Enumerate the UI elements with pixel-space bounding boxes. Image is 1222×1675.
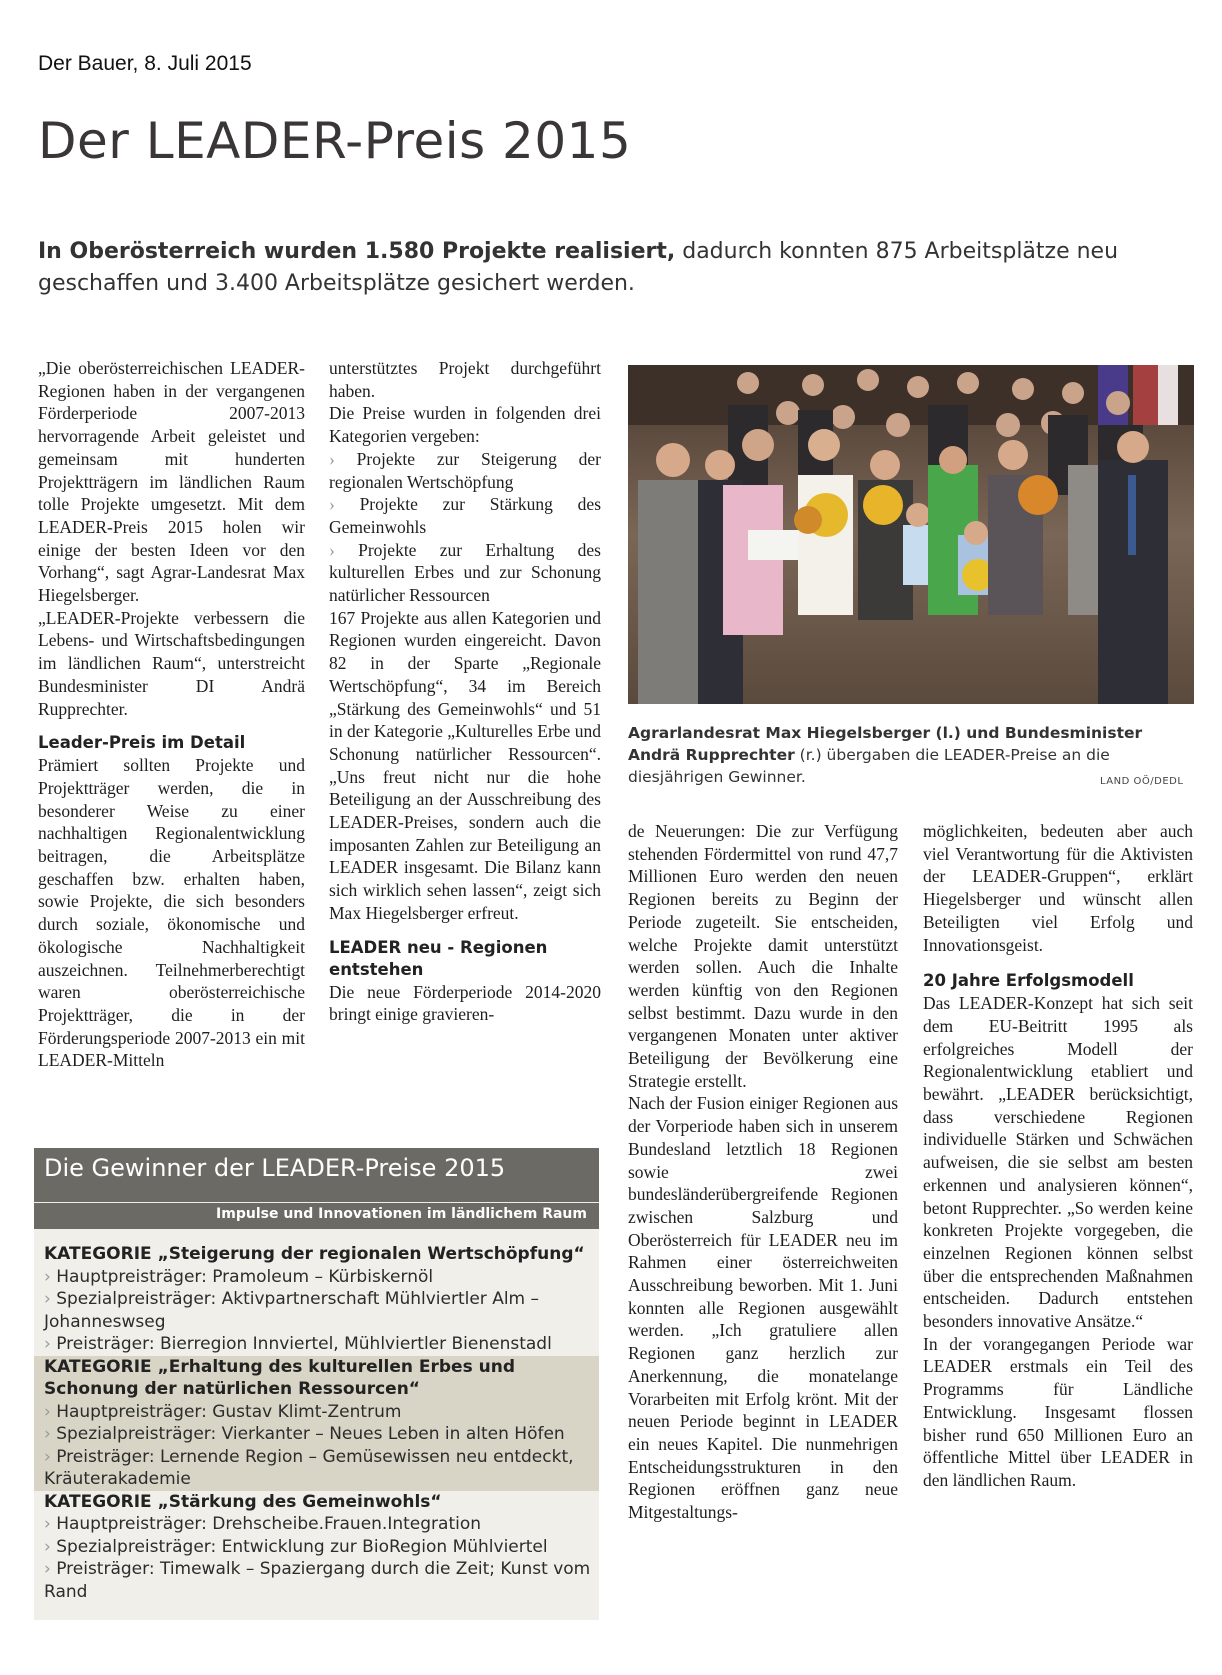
winners-box-subtitle: Impulse und Innovationen im ländlichem Raum bbox=[216, 1206, 587, 1222]
article-lead bbox=[38, 236, 1188, 300]
caption-rest: (r.) übergaben die LEADER-Preise an die diesjährigen Gewinner. bbox=[628, 746, 1110, 786]
winners-item: › Preisträger: Lernende Region – Gemüsewissen neu entdeckt, Kräuterakademie bbox=[44, 1446, 599, 1491]
col4-paragraph-3: In der vorangegangen Periode war LEADER erstmals ein Teil des Programms für Ländliche Entwicklung. Insgesamt flossen bisher rund 650 Millionen Euro an öffentliche Mittel über LEADER in den ländlichen Raum. bbox=[923, 1333, 1193, 1490]
winners-box-title: Die Gewinner der LEADER-Preise 2015 bbox=[44, 1154, 506, 1182]
winners-category-1: KATEGORIE „Steigerung der regionalen Wertschöpfung“ bbox=[44, 1244, 585, 1264]
column-3 bbox=[628, 820, 898, 1524]
col1-paragraph-1: „Die oberösterreichischen LEADER-Regionen haben in der vergangenen Förderperiode 2007-2013 hervorragende Arbeit geleistet und gemeinsam mit hunderten Projektträgern im ländlichen Raum tolle Projekte umgesetzt. Mit dem LEADER-Preis 2015 holen wir einige der besten Ideen vor den Vorhang“, sagt Agrar-Landesrat Max Hiegelsberger. bbox=[38, 358, 305, 606]
caption-bold: Agrarlandesrat Max Hiegelsberger (l.) und Bundesminister Andrä Rupprechter bbox=[628, 724, 1143, 764]
col4-paragraph-1: möglichkeiten, bedeuten aber auch viel Verantwortung für die Aktivisten der LEADER-Gruppen“, erklärt Hiegelsberger und wünscht allen Beteiligten viel Erfolg und Innovationsgeist. bbox=[923, 821, 1193, 955]
col3-paragraph-1: de Neuerungen: Die zur Verfügung stehenden Fördermittel von rund 47,7 Millionen Euro werden den neuen Regionen bereits zu Beginn der Periode zugeteilt. Sie entscheiden, welche Projekte damit unterstützt werden sollen. Auch die Inhalte werden künftig von den Regionen selbst bestimmt. Dazu wurde in den vergangenen Monaten unter aktiver Beteiligung der Bevölkerung eine Strategie erstellt. bbox=[628, 821, 898, 1091]
col2-paragraph-1: unterstütztes Projekt durchgeführt haben. bbox=[329, 358, 601, 401]
award-group-photo bbox=[628, 365, 1194, 704]
winners-item: › Preisträger: Bierregion Innviertel, Mühlviertler Bienenstadl bbox=[44, 1333, 594, 1356]
col2-paragraph-4: Die neue Förderperiode 2014-2020 bringt einige gravieren- bbox=[329, 981, 601, 1025]
column-4 bbox=[923, 820, 1193, 1492]
source-line: Der Bauer, 8. Juli 2015 bbox=[38, 52, 252, 75]
col3-paragraph-2: Nach der Fusion einiger Regionen aus der Vorperiode haben sich in unserem Bundesland letztlich 18 Regionen sowie zwei bundesländerübergreifende Regionen zwischen Salzburg und Oberösterreich für LEADER neu im Rahmen einer österreichweiten Ausschreibung beworben. Mit 1. Juni konnten alle Regionen ausgewählt werden. „Ich gratuliere allen Regionen ganz herzlich zur Anerkennung, die monatelange Vorarbeiten mit Erfolg krönt. Mit der neuen Periode beginnt in LEADER ein neues Kapitel. Die nunmehrigen Entscheidungsstrukturen in den Regionen eröffnen ganz neue Mitgestaltungs- bbox=[628, 1093, 898, 1523]
category-list-item: › Projekte zur Steigerung der regionalen Wertschöpfung bbox=[329, 448, 601, 493]
photo-credit: LAND OÖ/DEDL bbox=[1100, 776, 1184, 787]
column-1 bbox=[38, 357, 305, 1072]
winners-item: › Spezialpreisträger: Aktivpartnerschaft Mühlviertler Alm – Johanneswseg bbox=[44, 1288, 594, 1333]
winners-item: › Hauptpreisträger: Pramoleum – Kürbiskernöl bbox=[44, 1266, 594, 1289]
lead-rest: dadurch konnten 875 Arbeitsplätze neu geschaffen und 3.400 Arbeitsplätze gesichert werden. bbox=[38, 239, 1119, 296]
winners-category-2: KATEGORIE „Erhaltung des kulturellen Erbes und Schonung der natürlichen Ressourcen“ bbox=[44, 1356, 515, 1399]
col2-heading: LEADER neu - Regionen entstehen bbox=[329, 937, 548, 979]
col2-paragraph-2: Die Preise wurden in folgenden drei Kategorien vergeben: bbox=[329, 403, 601, 447]
col1-heading: Leader-Preis im Detail bbox=[38, 733, 246, 753]
article-title: Der LEADER-Preis 2015 bbox=[38, 112, 632, 170]
winners-list bbox=[44, 1243, 594, 1603]
col4-paragraph-2: Das LEADER-Konzept hat sich seit dem EU-Beitritt 1995 als erfolgreiches Modell der Regionalentwicklung etabliert und bewährt. „LEADER berücksichtigt, dass verschiedene Regionen individuelle Stärken und Schwächen aufweisen, die sie selbst am besten erkennen und analysieren können“, betont Rupprechter. „So werden keine konkreten Projekte vorgegeben, die einzelnen Regionen können selbst über die entsprechenden Maßnahmen entscheiden. Dadurch entstehen besonders innovative Ansätze.“ bbox=[923, 993, 1193, 1332]
winners-item: › Preisträger: Timewalk – Spaziergang durch die Zeit; Kunst vom Rand bbox=[44, 1558, 594, 1603]
winners-item: › Spezialpreisträger: Entwicklung zur BioRegion Mühlviertel bbox=[44, 1536, 594, 1559]
col4-heading: 20 Jahre Erfolgsmodell bbox=[923, 971, 1134, 991]
col1-paragraph-2: „LEADER-Projekte verbessern die Lebens- und Wirtschaftsbedingungen im ländlichen Raum“, unterstreicht Bundesminister DI Andrä Rupprechter. bbox=[38, 607, 305, 719]
winners-item: › Spezialpreisträger: Vierkanter – Neues Leben in alten Höfen bbox=[44, 1423, 599, 1446]
winners-box-subtitle-bar bbox=[34, 1203, 599, 1229]
lead-bold: In Oberösterreich wurden 1.580 Projekte realisiert, bbox=[38, 239, 676, 264]
col1-paragraph-3: Prämiert sollten Projekte und Projektträger werden, die in besonderer Weise zu einer nachhaltigen Regionalentwicklung beitragen, die Arbeitsplätze geschaffen bzw. erhalten haben, sowie Projekte, die sich besonders durch soziale, ökonomische und ökologische Nachhaltigkeit auszeichnen. Teilnehmerberechtigt waren oberösterreichische Projektträger, die in der Förderungsperiode 2007-2013 ein mit LEADER-Mitteln bbox=[38, 755, 305, 1071]
category-list-item: › Projekte zur Erhaltung des kulturellen Erbes und zur Schonung natürlicher Ressourcen bbox=[329, 539, 601, 607]
winners-category-2-block bbox=[34, 1356, 599, 1491]
column-2 bbox=[329, 357, 601, 1026]
col2-paragraph-3: 167 Projekte aus allen Kategorien und Regionen wurden eingereicht. Davon 82 in der Sparte „Regionale Wertschöpfung“, 34 im Bereich „Stärkung des Gemeinwohls“ und 51 in der Kategorie „Kulturelles Erbe und Schonung natürlicher Ressourcen“. „Uns freut nicht nur die hohe Beteiligung an der Ausschreibung des LEADER-Preises, sondern auch die imposanten Zahlen zur Beteiligung an LEADER insgesamt. Die Bilanz kann sich wirklich sehen lassen“, zeigt sich Max Hiegelsberger erfreut. bbox=[329, 607, 601, 923]
category-list-item: › Projekte zur Stärkung des Gemeinwohls bbox=[329, 493, 601, 538]
winners-item: › Hauptpreisträger: Gustav Klimt-Zentrum bbox=[44, 1401, 599, 1424]
winners-item: › Hauptpreisträger: Drehscheibe.Frauen.Integration bbox=[44, 1513, 594, 1536]
winners-category-3: KATEGORIE „Stärkung des Gemeinwohls“ bbox=[44, 1491, 442, 1512]
